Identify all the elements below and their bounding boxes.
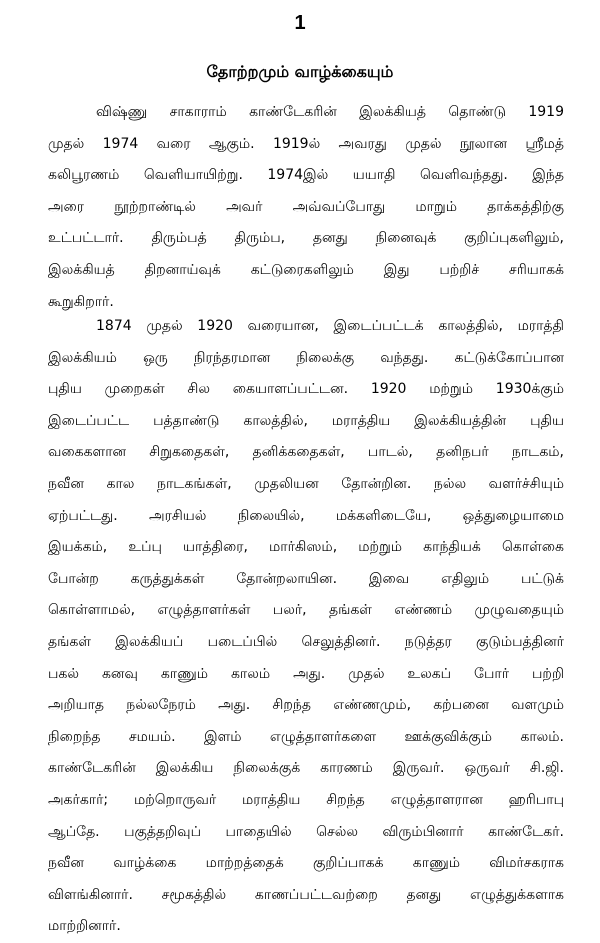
- text-line: புதிய முறைகள் சில கையாளப்பட்டன. 1920 மற்றும் 1930க்கும்: [48, 381, 564, 398]
- text-line: முதல் 1974 வரை ஆகும். 1919ல் அவரது முதல் நூலான ஸ்ரீமத்: [48, 135, 564, 152]
- text-line: அகர்கார்; மற்றொருவர் மராத்திய சிறந்த எழுத்தாளரான ஹரிபாபு: [48, 791, 564, 808]
- chapter-title: தோற்றமும் வாழ்க்கையும்: [206, 62, 394, 81]
- text-line: ஏற்பட்டது. அரசியல் நிலையில், மக்களிடையே, ஒத்துழையாமை: [48, 507, 564, 524]
- text-line: நவீன வாழ்க்கை மாற்றத்தைக் குறிப்பாகக் காணும் விமர்சகராக: [48, 855, 564, 872]
- text-line: கொள்ளாமல், எழுத்தாளர்கள் பலர், தங்கள் எண்ணம் முழுவதையும்: [48, 602, 564, 619]
- text-line: பகல் கனவு காணும் காலம் அது. முதல் உலகப் போர் பற்றி: [48, 665, 564, 682]
- text-line: கலிபூரணம் வெளியாயிற்று. 1974இல் யயாதி வெளிவந்தது. இந்த: [48, 167, 564, 184]
- text-line: வகைகளான சிறுகதைகள், தனிக்கதைகள், பாடல், தனிநபர் நாடகம்,: [48, 444, 564, 461]
- text-line: இடைப்பட்ட பத்தாண்டு காலத்தில், மராத்திய இலக்கியத்தின் புதிய: [48, 412, 564, 429]
- text-line: காண்டேகரின் இலக்கிய நிலைக்குக் காரணம் இருவர். ஒருவர் சி.ஜி.: [48, 760, 564, 777]
- paragraph: [48, 311, 564, 943]
- text-line: 1874 முதல் 1920 வரையான, இடைப்பட்டக் காலத்தில், மராத்தி: [96, 318, 564, 334]
- text-line: போன்ற கருத்துக்கள் தோன்றலாயின. இவை எதிலும் பட்டுக்: [48, 570, 564, 587]
- text-line: அறியாத நல்லநேரம் அது. சிறந்த எண்ணமும், கற்பனை வளமும்: [48, 697, 564, 714]
- text-line: தங்கள் இலக்கியப் படைப்பில் செலுத்தினர். நடுத்தர குடும்பத்தினர்: [48, 633, 564, 650]
- text-line: இலக்கியம் ஒரு நிரந்தரமான நிலைக்கு வந்தது. கட்டுக்கோப்பான: [48, 349, 564, 366]
- text-line: இலக்கியத் திறனாய்வுக் கட்டுரைகளிலும் இது பற்றிச் சரியாகக்: [48, 261, 564, 278]
- text-line: நிறைந்த சமயம். இளம் எழுத்தாளர்களை ஊக்குவிக்கும் காலம்.: [48, 728, 564, 745]
- text-line: இயக்கம், உப்பு யாத்திரை, மார்கிஸம், மற்றும் காந்தியக் கொள்கை: [48, 539, 564, 556]
- text-line: நவீன கால நாடகங்கள், முதலியன தோன்றின. நல்ல வளர்ச்சியும்: [48, 475, 564, 492]
- text-line: கூறுகிறார்.: [48, 293, 114, 310]
- paragraph: [48, 97, 564, 318]
- text-line: மாற்றினார்.: [48, 918, 121, 935]
- text-line: விஷ்ணு சாகாராம் காண்டேகரின் இலக்கியத் தொண்டு 1919: [96, 104, 564, 120]
- text-line: ஆப்தே. பகுத்தறிவுப் பாதையில் செல்ல விரும்பினார் காண்டேகர்.: [48, 823, 564, 840]
- text-line: விளங்கினார். சமூகத்தில் காணப்பட்டவற்றை தனது எழுத்துக்களாக: [48, 886, 564, 903]
- text-line: அரை நூற்றாண்டில் அவர் அவ்வப்போது மாறும் தாக்கத்திற்கு: [48, 198, 564, 215]
- text-line: உட்பட்டார். திரும்பத் திரும்ப, தனது நினைவுக் குறிப்புகளிலும்,: [48, 230, 564, 247]
- page-number: 1: [294, 12, 306, 34]
